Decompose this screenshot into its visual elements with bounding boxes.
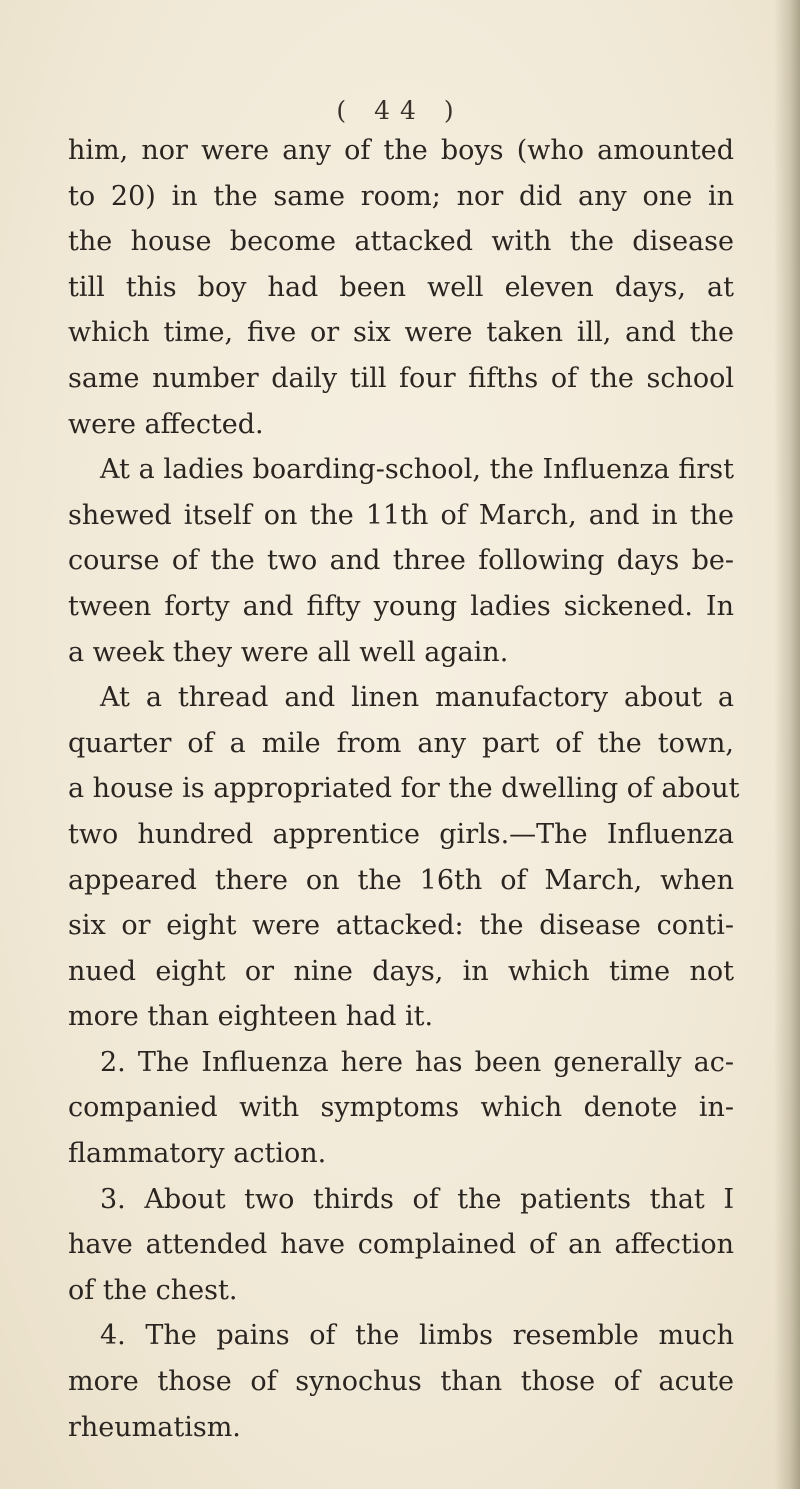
- text-line: two hundred apprentice girls.—The Influenza: [68, 818, 734, 850]
- text-line: course of the two and three following days be-: [68, 545, 734, 577]
- text-line: have attended have complained of an affection: [68, 1229, 734, 1261]
- text-line: rheumatism.: [68, 1411, 241, 1443]
- paragraph-start-line: At a thread and linen manufactory about a: [100, 682, 734, 714]
- text-line: nued eight or nine days, in which time not: [68, 955, 734, 987]
- text-line: more than eighteen had it.: [68, 1001, 434, 1033]
- text-line: were affected.: [68, 408, 264, 440]
- text-line: of the chest.: [68, 1274, 238, 1306]
- body-text: [68, 128, 740, 1450]
- text-line: flammatory action.: [68, 1138, 327, 1170]
- text-line: shewed itself on the 11th of March, and in the: [68, 499, 734, 531]
- text-line: him, nor were any of the boys (who amounted: [68, 135, 734, 166]
- text-line: same number daily till four fifths of the school: [68, 362, 734, 394]
- text-line: the house become attacked with the disease: [68, 226, 734, 258]
- text-line: which time, five or six were taken ill, and the: [68, 317, 734, 349]
- numbered-item-4: 4. The pains of the limbs resemble much: [100, 1320, 734, 1352]
- numbered-item-2: 2. The Influenza here has been generally ac-: [100, 1046, 734, 1078]
- text-line: companied with symptoms which denote in-: [68, 1092, 734, 1124]
- text-line: tween forty and fifty young ladies sickened. In: [68, 590, 734, 622]
- text-line: to 20) in the same room; nor did any one in: [68, 180, 734, 212]
- text-line: a house is appropriated for the dwelling of about: [68, 773, 740, 805]
- numbered-item-3: 3. About two thirds of the patients that I: [100, 1183, 734, 1215]
- page-number: ( 44 ): [336, 96, 464, 125]
- text-line: a week they were all well again.: [68, 636, 509, 668]
- text-line: till this boy had been well eleven days, at: [68, 271, 734, 303]
- paragraph-start-line: At a ladies boarding-school, the Influenza first: [100, 454, 734, 486]
- text-line: quarter of a mile from any part of the town,: [68, 727, 734, 759]
- page-edge-shadow: [774, 0, 800, 1489]
- text-line: more those of synochus than those of acute: [68, 1366, 734, 1398]
- text-line: six or eight were attacked: the disease conti-: [68, 910, 734, 942]
- text-line: appeared there on the 16th of March, when: [68, 864, 734, 896]
